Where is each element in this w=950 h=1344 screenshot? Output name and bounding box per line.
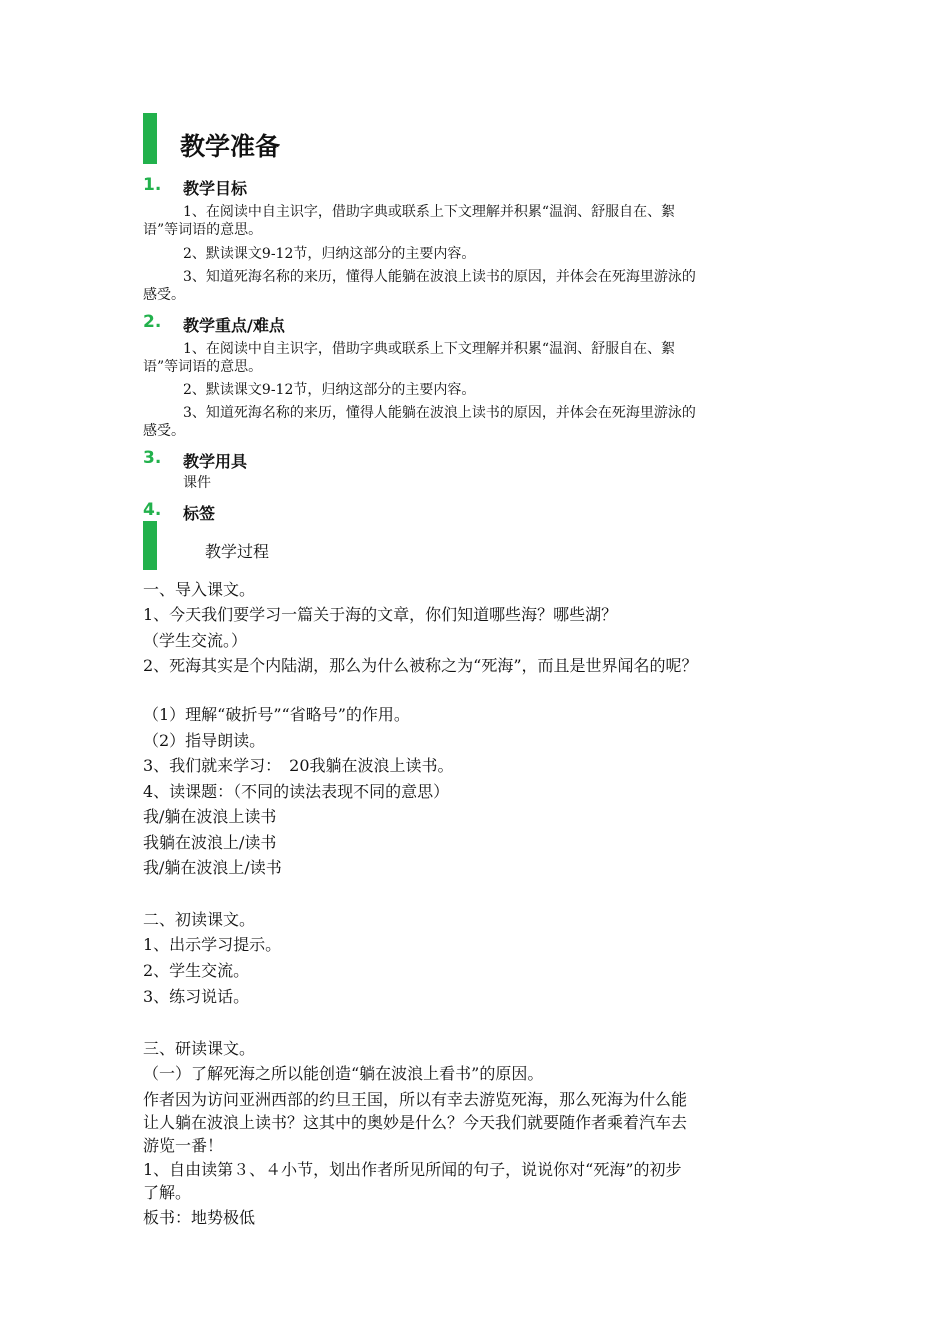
body-line: （1）理解“破折号”“省略号”的作用。 — [143, 705, 410, 724]
body-line: 一、导入课文。 — [143, 580, 256, 599]
goal-line: 3、知道死海名称的来历，懂得人能躺在波浪上读书的原因，并体会在死海里游泳的 — [183, 269, 696, 285]
focus-line: 2、默读课文9-12节，归纳这部分的主要内容。 — [183, 382, 476, 398]
section-number: 4. — [143, 500, 162, 520]
body-line: 我/躺在波浪上读书 — [143, 807, 277, 826]
body-line: 我躺在波浪上/读书 — [143, 833, 277, 852]
body-line: 了解。 — [143, 1183, 192, 1202]
body-line: （2）指导朗读。 — [143, 731, 266, 750]
body-line: 我/躺在波浪上/读书 — [143, 858, 282, 877]
body-line: 4、读课题：（不同的读法表现不同的意思） — [143, 782, 450, 801]
body-line: 游览一番！ — [143, 1136, 224, 1155]
body-line: 让人躺在波浪上读书？这其中的奥妙是什么？今天我们就要随作者乘着汽车去 — [143, 1113, 688, 1132]
goal-line: 1、在阅读中自主识字，借助字典或联系上下文理解并积累“温润、舒服自在、絮 — [183, 204, 676, 220]
section-title: 教学重点/难点 — [183, 316, 285, 335]
body-line: 2、学生交流。 — [143, 961, 250, 980]
focus-line: 1、在阅读中自主识字，借助字典或联系上下文理解并积累“温润、舒服自在、絮 — [183, 341, 676, 357]
focus-line: 感受。 — [143, 423, 185, 439]
body-line: 3、我们就来学习： 20我躺在波浪上读书。 — [143, 756, 454, 775]
accent-bar — [143, 521, 157, 570]
tools-line: 课件 — [183, 475, 211, 491]
goal-line: 感受。 — [143, 287, 185, 303]
body-line: 二、初读课文。 — [143, 910, 256, 929]
body-line: （一）了解死海之所以能创造“躺在波浪上看书”的原因。 — [143, 1064, 544, 1083]
section-title: 教学目标 — [183, 179, 248, 198]
body-line: 板书：地势极低 — [143, 1208, 256, 1227]
body-line: 2、死海其实是个内陆湖，那么为什么被称之为“死海”，而且是世界闻名的呢？ — [143, 656, 698, 675]
process-title: 教学过程 — [205, 542, 270, 561]
body-line: 1、今天我们要学习一篇关于海的文章，你们知道哪些海？哪些湖？ — [143, 605, 618, 624]
body-line: 3、练习说话。 — [143, 987, 250, 1006]
goal-line: 2、默读课文9-12节，归纳这部分的主要内容。 — [183, 246, 476, 262]
body-line: 1、出示学习提示。 — [143, 935, 282, 954]
body-line: （学生交流。） — [143, 631, 248, 650]
focus-line: 3、知道死海名称的来历，懂得人能躺在波浪上读书的原因，并体会在死海里游泳的 — [183, 405, 696, 421]
section-title: 标签 — [183, 504, 216, 523]
accent-bar — [143, 113, 157, 164]
body-line: 三、研读课文。 — [143, 1039, 256, 1058]
body-line: 1、自由读第３、４小节，划出作者所见所闻的句子，说说你对“死海”的初步 — [143, 1160, 682, 1179]
section-number: 2. — [143, 312, 162, 332]
section-number: 3. — [143, 448, 162, 468]
page-title: 教学准备 — [180, 132, 281, 161]
section-title: 教学用具 — [183, 452, 248, 471]
section-number: 1. — [143, 175, 162, 195]
focus-line: 语”等词语的意思。 — [143, 359, 263, 375]
goal-line: 语”等词语的意思。 — [143, 222, 263, 238]
body-line: 作者因为访问亚洲西部的约旦王国，所以有幸去游览死海，那么死海为什么能 — [143, 1090, 688, 1109]
